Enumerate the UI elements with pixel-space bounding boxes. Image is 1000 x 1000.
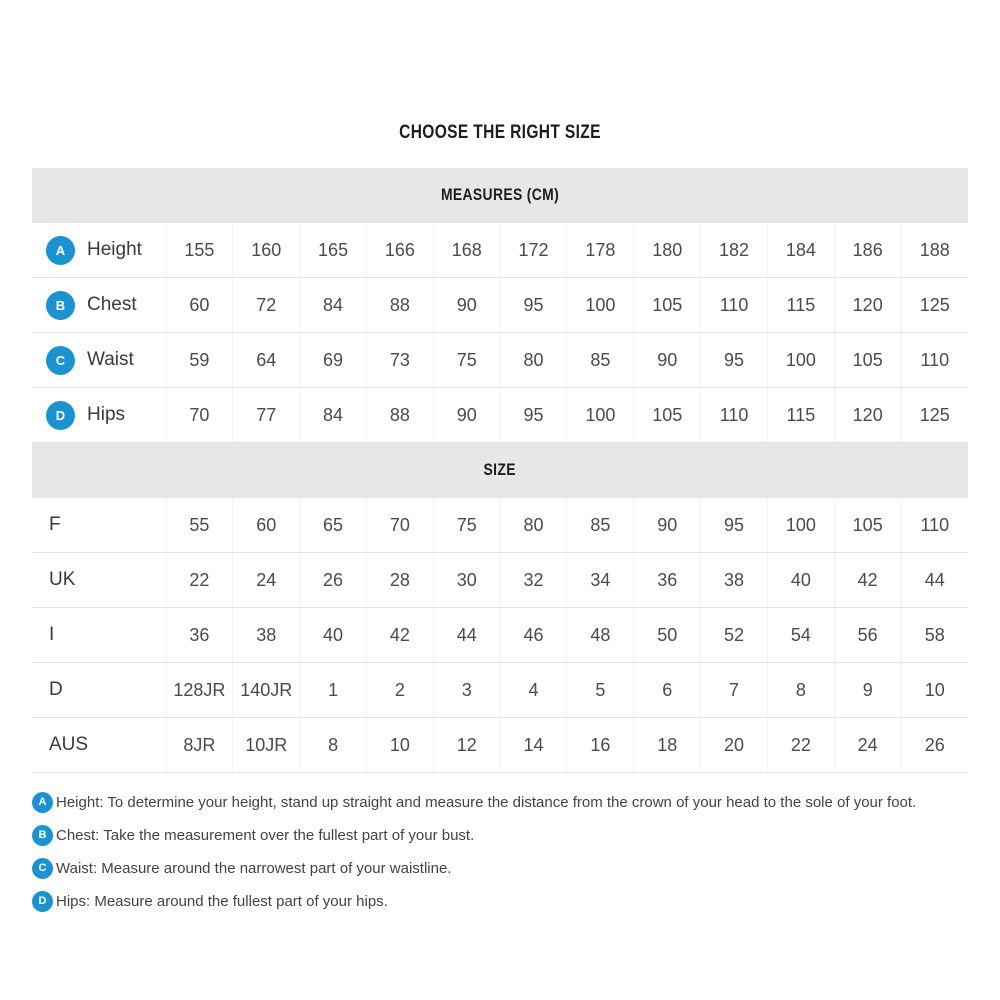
row-label: I: [49, 624, 55, 645]
value-cell: 155: [166, 223, 233, 278]
row-badge: A: [46, 236, 75, 265]
table-row: [32, 498, 968, 553]
value-cell: 73: [366, 333, 433, 388]
value-cell: 22: [767, 718, 834, 773]
row-label-cell: [32, 663, 166, 718]
value-cell: 2: [366, 663, 433, 718]
value-cell: 7: [701, 663, 768, 718]
value-cell: 85: [567, 333, 634, 388]
value-cell: 38: [233, 608, 300, 663]
table-row: [32, 608, 968, 663]
footnote-text: Hips: Measure around the fullest part of your hips.: [56, 892, 388, 910]
value-cell: 115: [767, 278, 834, 333]
table-row: [32, 333, 968, 388]
footnote-badge: C: [32, 858, 53, 879]
row-label-cell: [32, 718, 166, 773]
section-header-label: MEASURES (CM): [440, 185, 560, 204]
footnote-badge: B: [32, 825, 53, 846]
value-cell: 75: [433, 498, 500, 553]
value-cell: 182: [701, 223, 768, 278]
value-cell: 100: [567, 388, 634, 443]
value-cell: 42: [834, 553, 901, 608]
value-cell: 44: [433, 608, 500, 663]
value-cell: 125: [901, 278, 968, 333]
row-label: F: [49, 514, 61, 535]
table-row: [32, 663, 968, 718]
row-label-cell: [32, 278, 166, 333]
value-cell: 125: [901, 388, 968, 443]
value-cell: 10: [366, 718, 433, 773]
row-label: D: [49, 679, 63, 700]
value-cell: 172: [500, 223, 567, 278]
value-cell: 64: [233, 333, 300, 388]
table-row: [32, 278, 968, 333]
value-cell: 90: [433, 388, 500, 443]
value-cell: 95: [701, 498, 768, 553]
value-cell: 84: [300, 278, 367, 333]
section-header-cell: [32, 168, 968, 223]
value-cell: 10JR: [233, 718, 300, 773]
value-cell: 36: [634, 553, 701, 608]
value-cell: 44: [901, 553, 968, 608]
value-cell: 95: [701, 333, 768, 388]
value-cell: 90: [634, 333, 701, 388]
value-cell: 178: [567, 223, 634, 278]
value-cell: 18: [634, 718, 701, 773]
footnote: [32, 890, 968, 912]
table-row: [32, 553, 968, 608]
value-cell: 65: [300, 498, 367, 553]
value-cell: 105: [634, 388, 701, 443]
row-badge: C: [46, 346, 75, 375]
value-cell: 180: [634, 223, 701, 278]
value-cell: 1: [300, 663, 367, 718]
value-cell: 5: [567, 663, 634, 718]
value-cell: 160: [233, 223, 300, 278]
row-label-cell: [32, 333, 166, 388]
value-cell: 8JR: [166, 718, 233, 773]
value-cell: 75: [433, 333, 500, 388]
row-label-cell: [32, 553, 166, 608]
row-label-cell: [32, 223, 166, 278]
value-cell: 8: [767, 663, 834, 718]
value-cell: 166: [366, 223, 433, 278]
value-cell: 36: [166, 608, 233, 663]
value-cell: 80: [500, 498, 567, 553]
value-cell: 50: [634, 608, 701, 663]
value-cell: 110: [701, 278, 768, 333]
value-cell: 140JR: [233, 663, 300, 718]
value-cell: 59: [166, 333, 233, 388]
section-header-label: SIZE: [483, 460, 517, 479]
footnote-text: Chest: Take the measurement over the fullest part of your bust.: [56, 826, 475, 844]
size-chart-table: [32, 168, 968, 773]
value-cell: 40: [767, 553, 834, 608]
value-cell: 72: [233, 278, 300, 333]
value-cell: 100: [567, 278, 634, 333]
row-label-cell: [32, 608, 166, 663]
value-cell: 4: [500, 663, 567, 718]
footnote-text: Waist: Measure around the narrowest part of your waistline.: [56, 859, 452, 877]
value-cell: 77: [233, 388, 300, 443]
value-cell: 52: [701, 608, 768, 663]
table-row: [32, 388, 968, 443]
footnote-badge: A: [32, 792, 53, 813]
value-cell: 30: [433, 553, 500, 608]
value-cell: 14: [500, 718, 567, 773]
value-cell: 58: [901, 608, 968, 663]
value-cell: 54: [767, 608, 834, 663]
row-badge: D: [46, 401, 75, 430]
value-cell: 26: [300, 553, 367, 608]
section-header-cell: [32, 443, 968, 498]
value-cell: 88: [366, 388, 433, 443]
value-cell: 100: [767, 333, 834, 388]
value-cell: 26: [901, 718, 968, 773]
value-cell: 10: [901, 663, 968, 718]
value-cell: 105: [834, 333, 901, 388]
row-label: Chest: [87, 294, 137, 315]
value-cell: 120: [834, 278, 901, 333]
value-cell: 38: [701, 553, 768, 608]
table-row: [32, 718, 968, 773]
section-header-row: [32, 443, 968, 498]
row-badge: B: [46, 291, 75, 320]
value-cell: 22: [166, 553, 233, 608]
value-cell: 186: [834, 223, 901, 278]
page-title: [32, 121, 968, 144]
value-cell: 88: [366, 278, 433, 333]
value-cell: 70: [166, 388, 233, 443]
footnote: [32, 857, 968, 879]
value-cell: 105: [634, 278, 701, 333]
value-cell: 60: [233, 498, 300, 553]
value-cell: 60: [166, 278, 233, 333]
value-cell: 110: [901, 333, 968, 388]
row-label-cell: [32, 388, 166, 443]
value-cell: 184: [767, 223, 834, 278]
value-cell: 105: [834, 498, 901, 553]
value-cell: 128JR: [166, 663, 233, 718]
table-row: [32, 223, 968, 278]
value-cell: 16: [567, 718, 634, 773]
row-label: Height: [87, 239, 142, 260]
value-cell: 80: [500, 333, 567, 388]
value-cell: 24: [834, 718, 901, 773]
row-label: AUS: [49, 734, 89, 755]
value-cell: 42: [366, 608, 433, 663]
section-header-row: [32, 168, 968, 223]
row-label-cell: [32, 498, 166, 553]
value-cell: 40: [300, 608, 367, 663]
value-cell: 32: [500, 553, 567, 608]
value-cell: 55: [166, 498, 233, 553]
value-cell: 95: [500, 388, 567, 443]
footnote: [32, 824, 968, 846]
value-cell: 85: [567, 498, 634, 553]
size-guide: [32, 0, 968, 912]
value-cell: 110: [901, 498, 968, 553]
value-cell: 28: [366, 553, 433, 608]
footnotes: [32, 791, 968, 912]
value-cell: 120: [834, 388, 901, 443]
value-cell: 3: [433, 663, 500, 718]
value-cell: 20: [701, 718, 768, 773]
value-cell: 34: [567, 553, 634, 608]
footnote-text: Height: To determine your height, stand up straight and measure the distance from the crown of your head to the sole of your foot.: [56, 793, 917, 811]
page-title-text: CHOOSE THE RIGHT SIZE: [399, 122, 601, 143]
value-cell: 84: [300, 388, 367, 443]
row-label: UK: [49, 569, 76, 590]
value-cell: 90: [433, 278, 500, 333]
footnote: [32, 791, 968, 813]
value-cell: 188: [901, 223, 968, 278]
value-cell: 56: [834, 608, 901, 663]
value-cell: 95: [500, 278, 567, 333]
value-cell: 48: [567, 608, 634, 663]
value-cell: 46: [500, 608, 567, 663]
value-cell: 110: [701, 388, 768, 443]
value-cell: 165: [300, 223, 367, 278]
value-cell: 168: [433, 223, 500, 278]
value-cell: 9: [834, 663, 901, 718]
footnote-badge: D: [32, 891, 53, 912]
value-cell: 24: [233, 553, 300, 608]
value-cell: 115: [767, 388, 834, 443]
row-label: Waist: [87, 349, 134, 370]
value-cell: 90: [634, 498, 701, 553]
value-cell: 8: [300, 718, 367, 773]
value-cell: 6: [634, 663, 701, 718]
value-cell: 69: [300, 333, 367, 388]
value-cell: 12: [433, 718, 500, 773]
row-label: Hips: [87, 404, 126, 425]
value-cell: 70: [366, 498, 433, 553]
value-cell: 100: [767, 498, 834, 553]
